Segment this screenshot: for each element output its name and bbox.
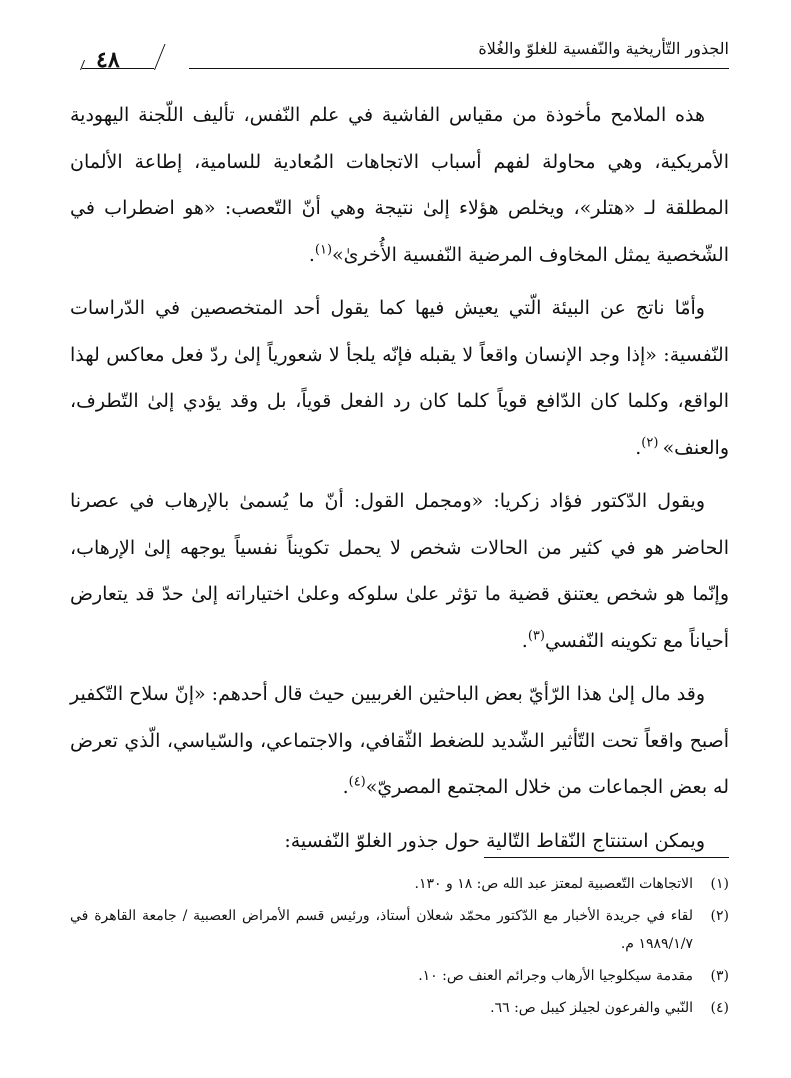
body-text <box>70 92 729 864</box>
paragraph-3 <box>70 478 729 664</box>
footnote-number: (١) <box>710 876 729 892</box>
paragraph-4 <box>70 671 729 811</box>
footnote-number: (٤) <box>710 1000 729 1016</box>
paragraph-2 <box>70 285 729 471</box>
footnote-reference[interactable]: (٢) <box>641 435 663 451</box>
footnote-1 <box>70 870 729 898</box>
paragraph-end: . <box>342 776 349 798</box>
page-number: ٤٨ <box>96 47 120 73</box>
footnote-number: (٢) <box>710 908 729 924</box>
footnote-text: النّبي والفرعون لجيلز كيبل ص: ٦٦. <box>490 1000 693 1016</box>
header-rule <box>189 68 729 69</box>
paragraph-end: . <box>308 243 315 266</box>
paragraph-end: . <box>635 436 642 459</box>
footnote-text: لقاء في جريدة الأخبار مع الدّكتور محمّد شعلان أستاذ، ورئيس قسم الأمراض العصبية / جامعة القاهرة في ١٩٨٩/١/٧ م. <box>70 908 693 952</box>
paragraph-text: ويقول الدّكتور فؤاد زكريا: «ومجمل القول: أنّ ما يُسمىٰ بالإرهاب في عصرنا الحاضر هو في كثير من الحالات شخص لا يحمل تكويناً نفسياً يوجهه إلىٰ الإرهاب، وإنّما هو شخص يعتنق قضية ما تؤثر علىٰ سلوكه وعلىٰ اختياراته إلىٰ حدّ قد يتعارض أحياناً مع تكوينه النّفسي <box>70 490 729 652</box>
running-header-title: الجذور التّأريخية والنّفسية للغلوّ والغُلاة <box>478 39 729 58</box>
footnote-number: (٣) <box>710 968 729 984</box>
footnote-text: الاتجاهات التّعصبية لمعتز عبد الله ص: ١٨ و ١٣٠. <box>414 876 693 892</box>
footnote-3 <box>70 962 729 990</box>
footnote-reference[interactable]: (٤) <box>348 774 366 790</box>
paragraph-text: وأمّا ناتج عن البيئة الّتي يعيش فيها كما يقول أحد المتخصصين في الدّراسات النّفسية: «إذا وجد الإنسان واقعاً لا يقبله فإنّه يلجأ لا شعورياً إلىٰ ردّ فعل معاكس لهذا الواقع، وكلما كان الدّافع قوياً كلما كان رد الفعل قوياً، بل وقد يؤدي إلىٰ التّطرف، والعنف» <box>70 297 729 459</box>
header-rule-short <box>82 68 154 69</box>
paragraph-text: هذه الملامح مأخوذة من مقياس الفاشية في علم النّفس، تأليف اللّجنة اليهودية الأمريكية، وهي محاولة لفهم أسباب الاتجاهات المُعادية للسامية، إطاعة الألمان المطلقة لـ «هتلر»، ويخلص هؤلاء إلىٰ نتيجة وهي أنّ التّعصب: «هو اضطراب في الشّخصية يمثل المخاوف المرضية النّفسية الأُخرىٰ» <box>70 104 729 266</box>
footnotes <box>70 870 729 1026</box>
paragraph-text: وقد مال إلىٰ هذا الرّأيّ بعض الباحثين الغربيين حيث قال أحدهم: «إنّ سلاح التّكفير أصبح واقعاً تحت التّأثير الشّديد للضغط الثّقافي، والاجتماعي، والسّياسي، الّذي تعرض له بعض الجماعات من خلال المجتمع المصريّ» <box>70 683 729 798</box>
paragraph-1 <box>70 92 729 278</box>
footnote-4 <box>70 994 729 1022</box>
footnote-2 <box>70 902 729 958</box>
paragraph-text: ويمكن استنتاج النّقاط التّالية حول جذور الغلوّ النّفسية: <box>284 829 705 852</box>
footnote-reference[interactable]: (١) <box>314 242 333 258</box>
header-slash-divider <box>154 44 166 70</box>
running-header <box>62 38 729 72</box>
paragraph-end: . <box>521 629 528 652</box>
footnote-separator <box>484 857 729 858</box>
footnote-reference[interactable]: (٣) <box>527 628 545 644</box>
footnote-text: مقدمة سيكلوجيا الأرهاب وجرائم العنف ص: ١٠. <box>418 968 693 984</box>
